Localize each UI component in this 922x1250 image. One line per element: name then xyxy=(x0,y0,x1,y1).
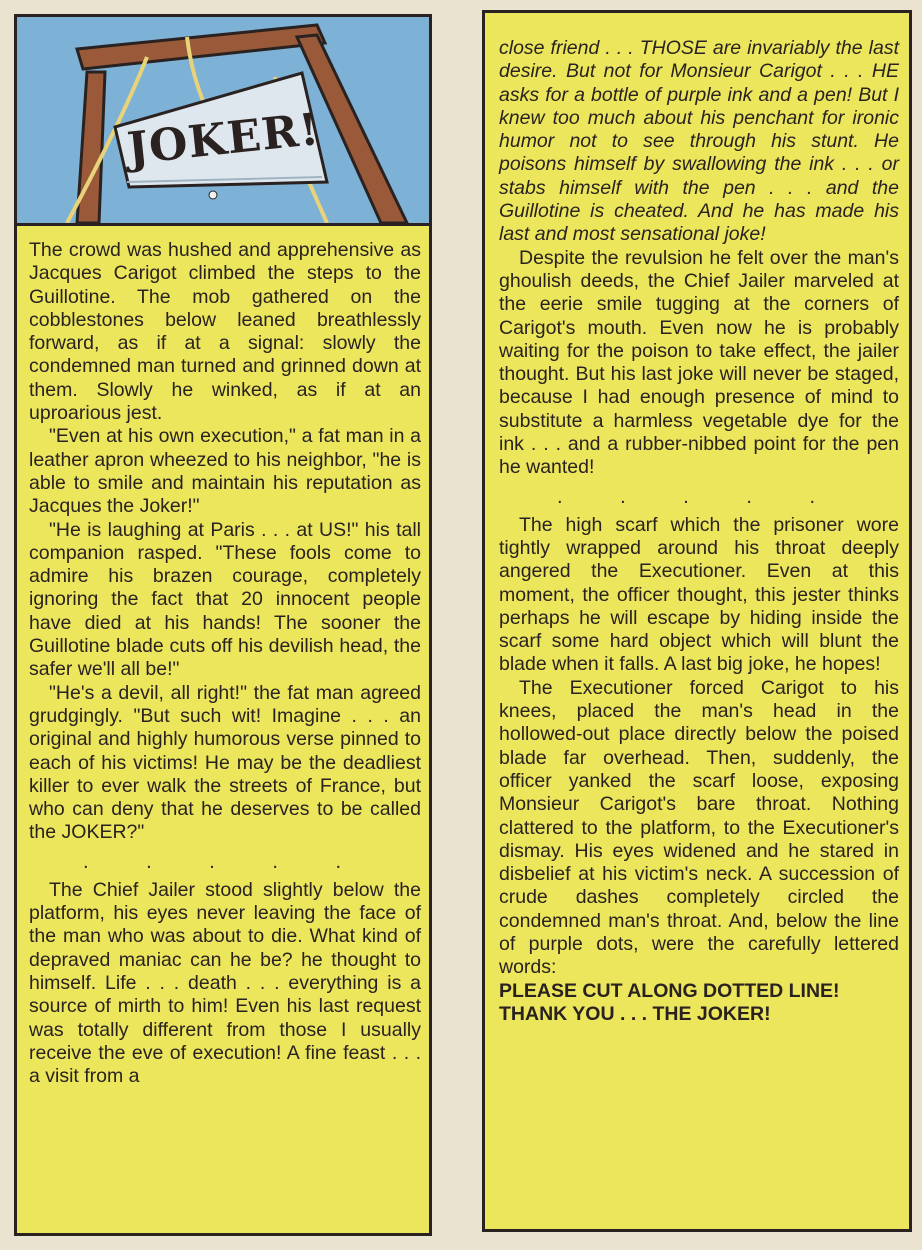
left-column xyxy=(14,14,432,1236)
section-break-dots: . . . . . xyxy=(556,485,841,508)
paragraph: The crowd was hushed and apprehensive as Jacques Carigot climbed the steps to the Guillotine. The mob gathered on the cobblestones below leaned breathlessly forward, as if at a signal: slowly the condemned man turned and grinned down at them. Slowly he winked, as if at an uproarious jest. xyxy=(29,239,421,425)
paragraph: The Executioner forced Carigot to his knees, placed the man's head in the hollowed-out place directly below the poised blade far overhead. Then, suddenly, the officer yanked the scarf loose, exposing Monsieur Carigot's bare throat. Nothing clattered to the platform, to the Executioner's dismay. His eyes widened and he stared in disbelief at his victim's neck. A succession of crude dashes completely circled the condemned man's throat. And, below the line of purple dots, were the carefully lettered words: xyxy=(499,676,899,979)
ending-line: THANK YOU . . . THE JOKER! xyxy=(499,1002,771,1025)
joker-sign-text: JOKER! xyxy=(124,103,322,175)
guillotine-panel xyxy=(17,17,429,226)
paragraph: Despite the revulsion he felt over the man's ghoulish deeds, the Chief Jailer marveled at the eerie smile tugging at the corners of Carigot's mouth. Even now he is probably waiting for the poison to take effect, the jailer thought. But his last joke will never be staged, because I had enough presence of mind to substitute a harmless vegetable dye for the ink . . . and a rubber-nibbed point for the pen he wanted! xyxy=(499,246,899,479)
right-column xyxy=(482,10,912,1232)
paragraph: "He's a devil, all right!" the fat man agreed grudgingly. "But such wit! Imagine . . . an original and highly humorous verse pinned to each of his victims! He may be the deadliest killer to ever walk the streets of France, but who can deny that he deserves to be called the JOKER?" xyxy=(29,681,421,844)
paragraph: The Chief Jailer stood slightly below the platform, his eyes never leaving the face of the man who was about to die. What kind of depraved maniac can he be? he thought to himself. Life . . . death . . . everything is a source of mirth to him! Even his last request was totally different from those I usually receive the eve of execution! A fine feast . . . a visit from a xyxy=(29,878,421,1088)
left-story-text xyxy=(29,239,421,1088)
paragraph: "He is laughing at Paris . . . at US!" his tall companion rasped. "These fools come to admire his brazen courage, completely ignoring the fact that 20 innocent people have died at his hands! The sooner the Guillotine blade cuts off his devilish head, the safer we'll all be!" xyxy=(29,518,421,681)
paragraph: "Even at his own execution," a fat man in a leather apron wheezed to his neighbor, "he is able to smile and maintain his reputation as Jacques the Joker!" xyxy=(29,425,421,518)
right-story-text xyxy=(499,37,899,1026)
ending-line: PLEASE CUT ALONG DOTTED LINE! xyxy=(499,979,840,1002)
section-break-dots: . . . . . xyxy=(82,850,367,873)
paragraph: The high scarf which the prisoner wore tightly wrapped around his throat deeply angered the Executioner. Even at this moment, the officer thought, this jester thinks perhaps he will escape by hiding inside the scarf some hard object which will blunt the blade when it falls. A last big joke, he hopes! xyxy=(499,513,899,676)
paragraph: close friend . . . THOSE are invariably the last desire. But not for Monsieur Carigot . . . HE asks for a bottle of purple ink and a pen! But I knew too much about his penchant for ironic humor not to see through his stunt. He poisons himself by swallowing the ink . . . or stabs himself with the pen . . . and the Guillotine is cheated. And he has made his last and most sensational joke! xyxy=(499,37,899,246)
